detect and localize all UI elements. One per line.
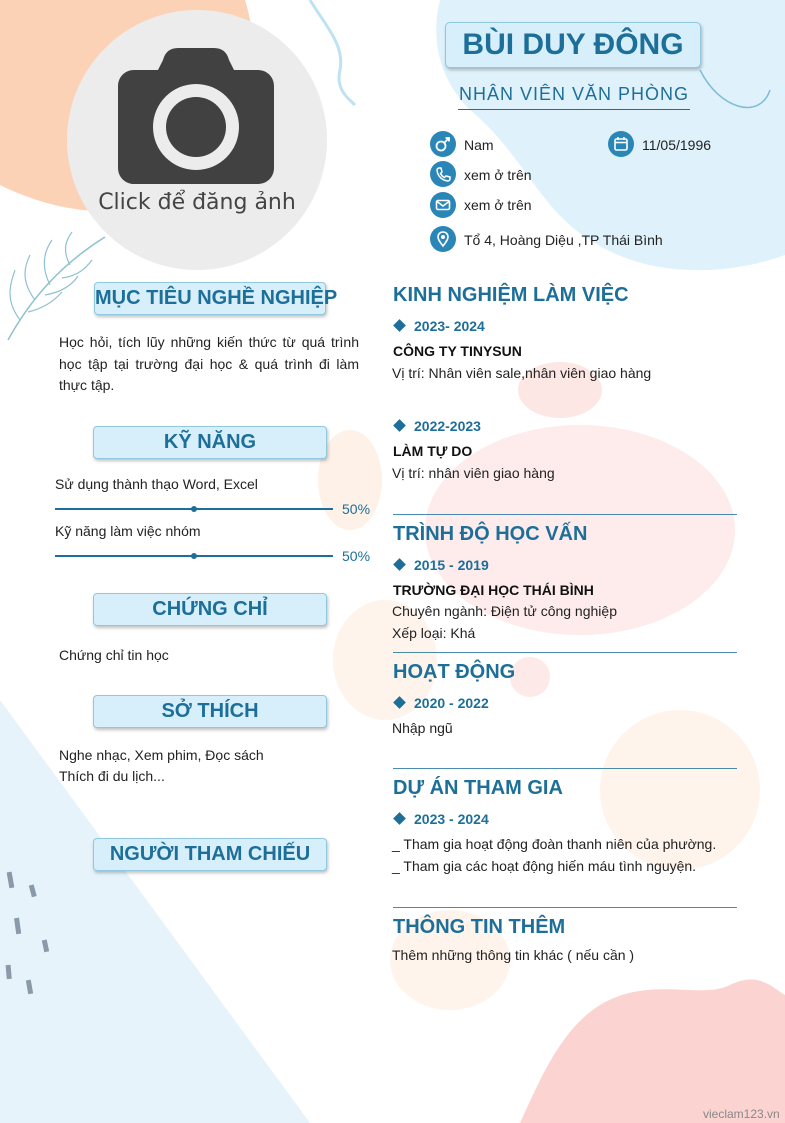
diamond-icon	[393, 812, 406, 825]
skill-percent: 50%	[342, 501, 371, 517]
photo-caption: Click để đăng ảnh	[98, 190, 296, 215]
projects-period: 2023 - 2024	[392, 811, 489, 827]
calendar-icon	[608, 131, 634, 157]
projects-heading: DỰ ÁN THAM GIA	[393, 777, 563, 799]
hobbies-heading: SỞ THÍCH	[93, 695, 327, 728]
phone-value: xem ở trên	[464, 167, 532, 183]
experience-period: 2023- 2024	[392, 318, 485, 334]
name-box	[445, 22, 701, 68]
skill-name: Sử dụng thành thạo Word, Excel	[55, 476, 258, 492]
hobbies-line: Thích đi du lịch...	[59, 768, 165, 784]
skill-name: Kỹ năng làm việc nhóm	[55, 523, 201, 539]
gender-value: Nam	[464, 137, 494, 153]
leaf-leaves	[10, 232, 92, 320]
skill-level-marker	[191, 506, 197, 512]
experience-company: LÀM TỰ DO	[393, 443, 473, 459]
section-divider	[393, 652, 737, 653]
watermark: vieclam123.vn	[703, 1107, 780, 1121]
section-divider	[393, 768, 737, 769]
photo-placeholder[interactable]	[67, 10, 327, 270]
phone-icon	[430, 161, 456, 187]
education-heading: TRÌNH ĐỘ HỌC VẤN	[393, 523, 588, 545]
hobbies-line: Nghe nhạc, Xem phim, Đọc sách	[59, 747, 264, 763]
extra-heading: THÔNG TIN THÊM	[393, 916, 566, 938]
skill-level-marker	[191, 553, 197, 559]
certificates-heading: CHỨNG CHỈ	[93, 593, 327, 626]
education-school: TRƯỜNG ĐẠI HỌC THÁI BÌNH	[393, 582, 594, 598]
diamond-icon	[393, 696, 406, 709]
leaf-branch	[8, 237, 105, 340]
job-position: NHÂN VIÊN VĂN PHÒNG	[458, 84, 690, 104]
pink-blob-mid-4	[510, 657, 550, 697]
full-name: BÙI DUY ĐÔNG	[462, 28, 684, 61]
pink-blob-bottom-right	[520, 980, 785, 1123]
extra-text: Thêm những thông tin khác ( nếu cần )	[392, 947, 635, 963]
objective-text: Học hỏi, tích lũy những kiến thức từ quá trình học tập tại trường đại học & quá trình đi làm thực tập.	[59, 334, 359, 393]
email-value: xem ở trên	[464, 197, 532, 213]
experience-role: Vị trí: Nhân viên sale,nhân viên giao hàng	[392, 365, 652, 381]
skill-percent: 50%	[342, 548, 371, 564]
position-underline	[458, 109, 690, 110]
location-icon	[430, 226, 456, 252]
experience-role: Vị trí: nhân viên giao hàng	[392, 465, 555, 481]
camera-icon	[118, 48, 274, 184]
diamond-icon	[393, 558, 406, 571]
education-major: Chuyên ngành: Điện tử công nghiệp	[392, 603, 617, 619]
experience-period: 2022-2023	[392, 418, 481, 434]
activities-heading: HOẠT ĐỘNG	[393, 661, 516, 683]
certificates-text: Chứng chỉ tin học	[59, 647, 169, 663]
skills-heading: KỸ NĂNG	[93, 426, 327, 459]
references-heading: NGƯỜI THAM CHIẾU	[93, 838, 327, 871]
address-value: Tổ 4, Hoàng Diệu ,TP Thái Bình	[464, 232, 663, 248]
experience-heading: KINH NGHIỆM LÀM VIỆC	[393, 284, 629, 306]
education-grade: Xếp loại: Khá	[392, 625, 476, 641]
dob-value: 11/05/1996	[642, 137, 712, 153]
projects-line: _ Tham gia hoạt động đoàn thanh niên của phường.	[392, 836, 717, 852]
section-divider	[393, 514, 737, 515]
diamond-icon	[393, 419, 406, 432]
gender-icon	[430, 131, 456, 157]
objective-heading: MỤC TIÊU NGHỀ NGHIỆP	[94, 282, 326, 315]
activities-period: 2020 - 2022	[392, 695, 489, 711]
experience-company: CÔNG TY TINYSUN	[393, 343, 522, 359]
projects-line: _ Tham gia các hoạt động hiến máu tình nguyện.	[392, 858, 697, 874]
diamond-icon	[393, 319, 406, 332]
activities-text: Nhập ngũ	[392, 720, 453, 736]
section-divider	[393, 907, 737, 908]
education-period: 2015 - 2019	[392, 557, 489, 573]
email-icon	[430, 192, 456, 218]
